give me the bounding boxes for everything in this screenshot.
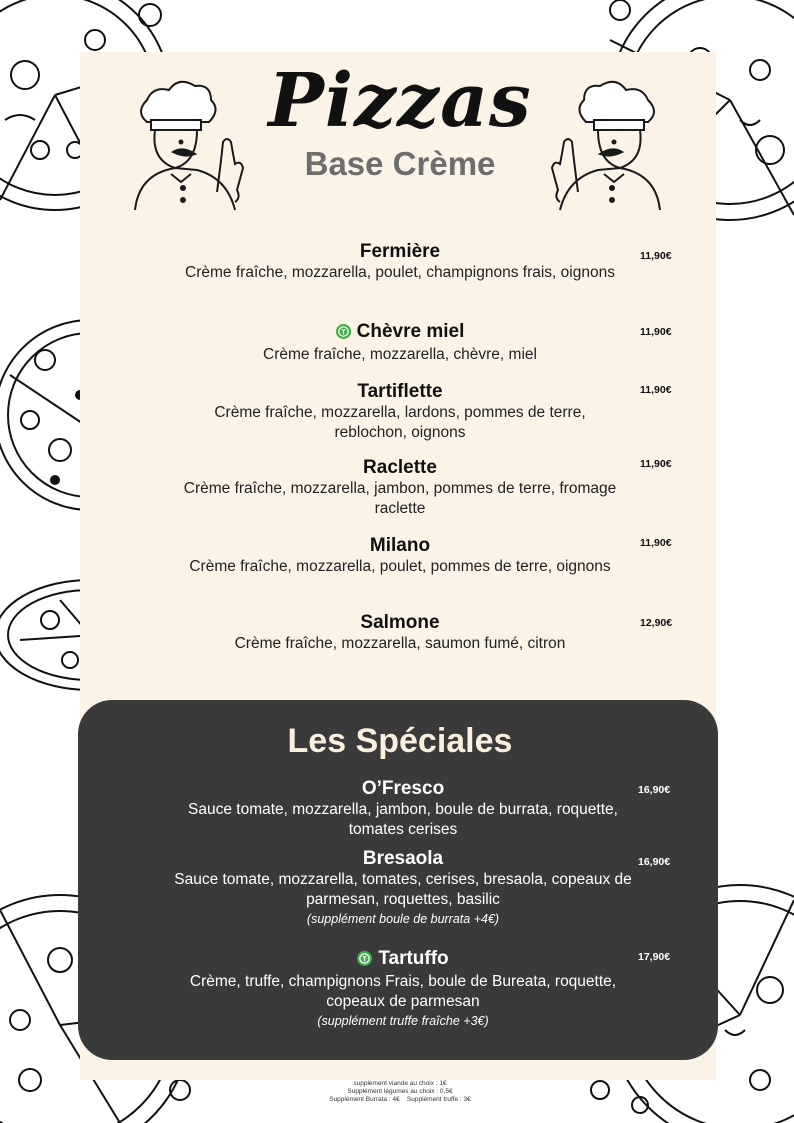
item-price: 16,90€: [638, 856, 671, 868]
special-item: [166, 848, 640, 928]
chef-illustration-left: [125, 80, 250, 212]
footer-line: Supplément légumes au choix : 0,5€: [347, 1088, 453, 1095]
item-note: (supplément truffe fraîche +3€): [317, 1014, 489, 1028]
menu-item: [180, 381, 620, 443]
item-description: Crème, truffe, champignons Frais, boule de Bureata, roquette, copeaux de parmesan: [189, 973, 617, 1010]
item-price: 11,90€: [640, 458, 672, 470]
item-description: Crème fraîche, mozzarella, chèvre, miel: [263, 346, 537, 363]
item-name: Fermière: [359, 241, 441, 262]
menu-title: Pizzas: [268, 58, 532, 144]
item-price: 11,90€: [640, 537, 672, 549]
item-name: Milano: [369, 535, 431, 556]
item-price: 12,90€: [640, 617, 673, 629]
item-note: (supplément boule de burrata +4€): [306, 912, 500, 926]
item-description: Crème fraîche, mozzarella, poulet, champignons frais, oignons: [185, 264, 615, 281]
item-price: 17,90€: [638, 951, 671, 963]
veggie-icon: [357, 950, 372, 972]
item-price: 16,90€: [638, 784, 671, 796]
speciales-title: Les Spéciales: [287, 722, 513, 760]
item-name: Bresaola: [362, 848, 444, 869]
item-name: Tartuffo: [378, 948, 449, 969]
item-description: Sauce tomate, mozzarella, tomates, cerises, bresaola, copeaux de parmesan, roquettes, basilic: [174, 871, 632, 908]
item-description: Crème fraîche, mozzarella, poulet, pommes de terre, oignons: [189, 558, 611, 575]
item-description: Crème fraîche, mozzarella, lardons, pommes de terre, reblochon, oignons: [214, 404, 586, 441]
menu-item: [180, 241, 620, 283]
footer-line: supplément viande au choix : 1€: [353, 1080, 447, 1087]
item-price: 11,90€: [640, 326, 672, 338]
item-description: Crème fraîche, mozzarella, jambon, pommes de terre, fromage raclette: [183, 480, 617, 517]
menu-item: [180, 535, 620, 577]
item-name: Raclette: [363, 457, 437, 478]
item-price: 11,90€: [640, 250, 672, 262]
chef-illustration-right: [545, 80, 670, 212]
special-item: [166, 778, 640, 840]
veggie-icon: [336, 323, 351, 345]
supplements-footer: [260, 1080, 540, 1104]
item-name: Chèvre miel: [356, 321, 465, 342]
item-description: Crème fraîche, mozzarella, saumon fumé, citron: [234, 635, 566, 652]
item-name: O’Fresco: [361, 778, 445, 799]
menu-item: [180, 612, 620, 654]
item-name: Salmone: [360, 612, 440, 633]
menu-item: [180, 457, 620, 519]
footer-line: Supplément Burrata : 4€ Supplément truffe : 3€: [329, 1096, 471, 1103]
item-description: Sauce tomate, mozzarella, jambon, boule de burrata, roquette, tomates cerises: [188, 801, 618, 838]
menu-subtitle: Base Crème: [304, 145, 496, 182]
item-name: Tartiflette: [357, 381, 443, 402]
special-item: [166, 948, 640, 1030]
item-price: 11,90€: [640, 384, 672, 396]
menu-item: [180, 321, 620, 365]
